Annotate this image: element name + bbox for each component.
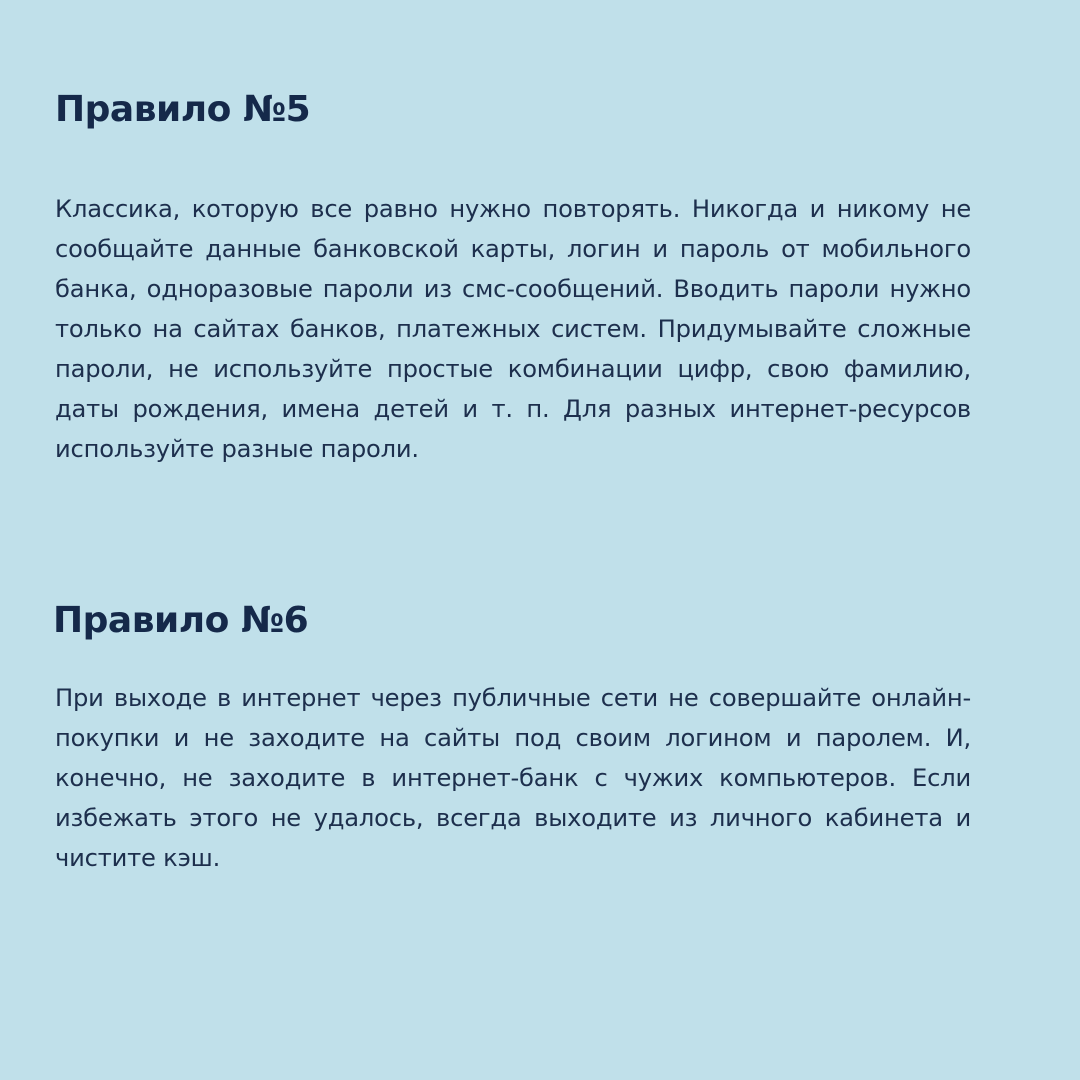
rule-5-text: Классика, которую все равно нужно повторять. Никогда и никому не сообщайте данные банковской карты, логин и пароль от мобильного банка, одноразовые пароли из смс-сообщений. Вводить пароли нужно только на сайтах банков, платежных систем. Придумывайте сложные пароли, не используйте простые комбинации цифр, свою фамилию, даты рождения, имена детей и т. п. Для разных интернет-ресурсов используйте разные пароли. — [55, 195, 971, 463]
rule-5-title: Правило №5 — [55, 89, 311, 130]
rule-6-text: При выходе в интернет через публичные сети не совершайте онлайн-покупки и не заходите на сайты под своим логином и паролем. И, конечно, не заходите в интернет-банк с чужих компьютеров. Если избежать этого не удалось, всегда выходите из личного кабинета и чистите кэш. — [55, 684, 971, 872]
rule-6-title: Правило №6 — [53, 600, 309, 641]
